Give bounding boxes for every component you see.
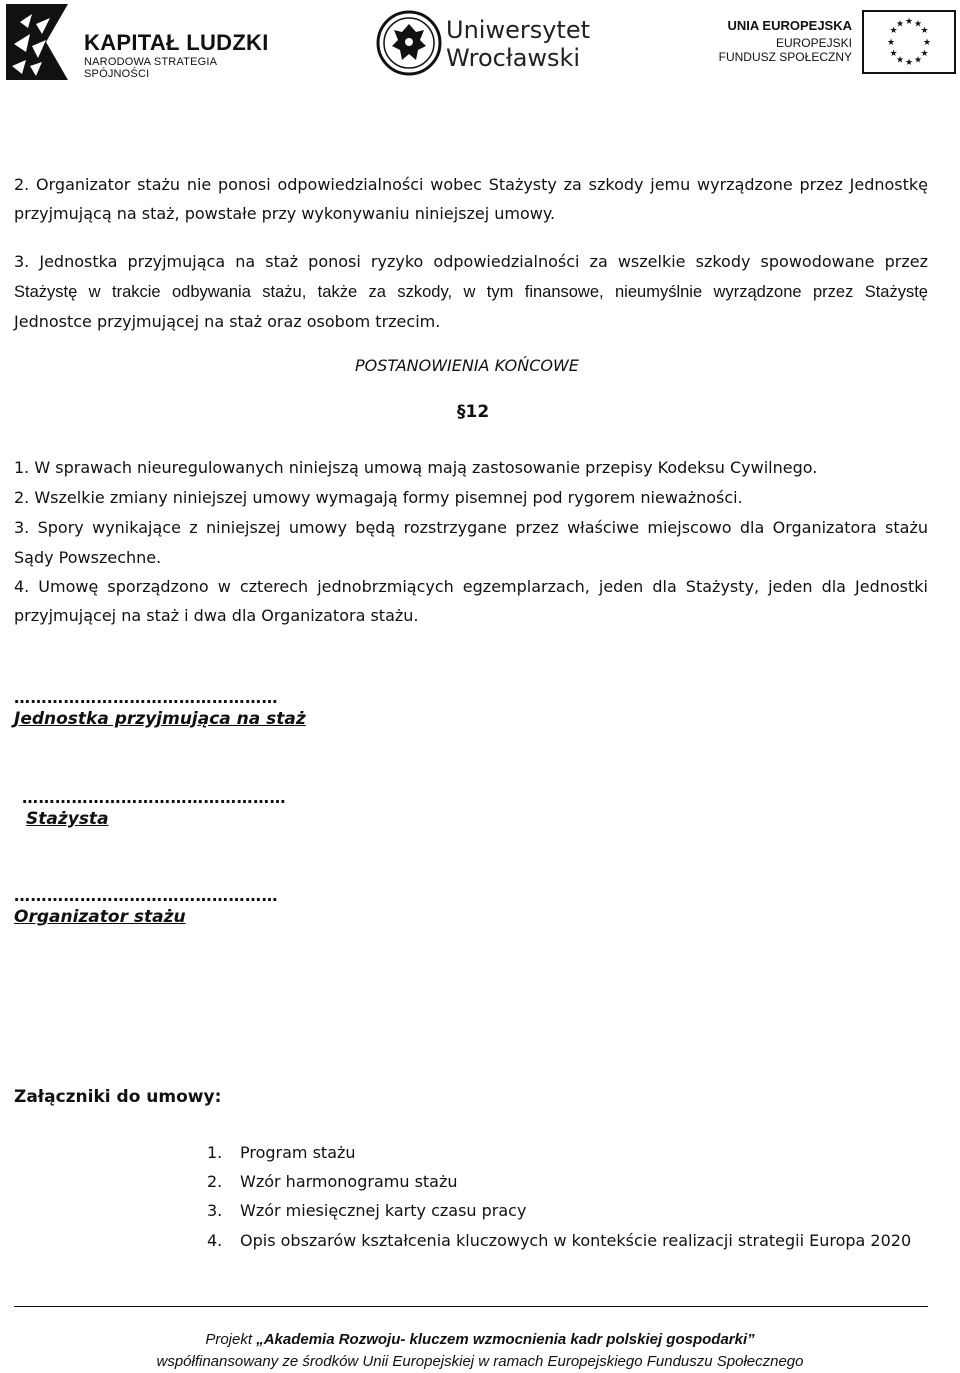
attachment-text: Wzór harmonogramu stażu: [240, 1172, 458, 1191]
attachment-number: 3.: [207, 1201, 223, 1220]
eu-line1: UNIA EUROPEJSKA: [727, 18, 852, 33]
svg-text:★: ★: [904, 17, 914, 27]
attachment-item: [207, 1199, 526, 1223]
university-seal-icon: [376, 10, 442, 76]
svg-text:★: ★: [920, 49, 929, 59]
header: [0, 0, 960, 90]
paragraph-2-line-2: przyjmującą na staż, powstałe przy wykonywaniu niniejszej umowy.: [14, 204, 556, 223]
provision-3-line-2: Sądy Powszechne.: [14, 548, 162, 567]
attachment-text: Program stażu: [240, 1143, 356, 1162]
provision-3-line-1: 3. Spory wynikające z niniejszej umowy będą rozstrzygane przez właściwe miejscowo dla Organizatora stażu: [14, 518, 928, 537]
footer-project-prefix: Projekt: [205, 1331, 257, 1348]
signature-label: Jednostka przyjmująca na staż: [14, 709, 306, 729]
section-heading: POSTANOWIENIA KOŃCOWE: [355, 356, 579, 375]
footer-project-line: [0, 1331, 960, 1348]
attachments-heading: Załączniki do umowy:: [14, 1087, 222, 1107]
signature-label: Stażysta: [26, 809, 109, 829]
uni-line1: Uniwersytet: [446, 16, 590, 44]
footer-project-title: „Akademia Rozwoju- kluczem wzmocnienia kadr polskiej gospodarki”: [256, 1331, 755, 1348]
footer-cofinancing-line: współfinansowany ze środków Unii Europejskiej w ramach Europejskiego Funduszu Społecznego: [156, 1353, 804, 1370]
signature-line: …………………………………………: [14, 688, 278, 707]
signature-line: …………………………………………: [14, 886, 278, 905]
paragraph-3-line-1: 3. Jednostka przyjmująca na staż ponosi ryzyko odpowiedzialności za wszelkie szkody spowodowane przez: [14, 252, 928, 271]
svg-text:★: ★: [889, 26, 898, 36]
provision-2: 2. Wszelkie zmiany niniejszej umowy wymagają formy pisemnej pod rygorem nieważności.: [14, 488, 743, 507]
paragraph-sign: §12: [457, 402, 490, 422]
kl-subtitle: NARODOWA STRATEGIA SPÓJNOŚCI: [84, 56, 217, 80]
signature-block-organizator: [14, 886, 278, 927]
attachment-number: 1.: [207, 1143, 223, 1162]
provision-4-line-2: przyjmującej na staż i dwa dla Organizatora stażu.: [14, 606, 419, 625]
paragraph-3-line-2: Stażystę w trakcie odbywania stażu, także za szkody, w tym finansowe, nieumyślnie wyrządzone przez Stażystę: [14, 283, 928, 301]
signature-label: Organizator stażu: [14, 907, 186, 927]
svg-text:★: ★: [895, 19, 905, 30]
kapital-ludzki-logo: [6, 4, 276, 80]
eu-line2: EUROPEJSKI: [775, 36, 852, 50]
uniwersytet-wroclawski-logo: [376, 10, 596, 80]
svg-text:★: ★: [913, 55, 923, 66]
eu-line3: FUNDUSZ SPOŁECZNY: [718, 50, 852, 64]
paragraph-2-line-1: 2. Organizator stażu nie ponosi odpowiedzialności wobec Stażysty za szkody jemu wyrządzone przez Jednostkę: [14, 175, 928, 194]
svg-text:★: ★: [895, 55, 905, 66]
uni-line2: Wrocławski: [446, 44, 581, 72]
svg-text:★: ★: [886, 38, 896, 48]
signature-block-jednostka: [14, 688, 306, 729]
attachment-text: Wzór miesięcznej karty czasu pracy: [240, 1201, 527, 1220]
svg-text:★: ★: [913, 19, 923, 30]
attachment-number: 2.: [207, 1172, 223, 1191]
footer-divider: [14, 1306, 928, 1307]
svg-text:★: ★: [904, 58, 914, 68]
eu-logo: [720, 10, 958, 76]
svg-text:★: ★: [920, 26, 929, 36]
attachment-text: Opis obszarów kształcenia kluczowych w kontekście realizacji strategii Europa 2020: [240, 1231, 912, 1250]
provision-1: 1. W sprawach nieuregulowanych niniejszą umową mają zastosowanie przepisy Kodeksu Cywilnego.: [14, 458, 818, 477]
signature-line: …………………………………………: [22, 788, 286, 807]
attachment-item: [207, 1141, 356, 1165]
attachment-item: [207, 1229, 911, 1253]
signature-block-stazysta: [22, 788, 286, 829]
paragraph-3-line-3: Jednostce przyjmującej na staż oraz osobom trzecim.: [14, 312, 441, 331]
provision-4-line-1: 4. Umowę sporządzono w czterech jednobrzmiących egzemplarzach, jeden dla Stażysty, jeden dla Jednostki: [14, 577, 928, 596]
svg-text:★: ★: [922, 38, 932, 48]
eu-flag-icon: [862, 10, 956, 74]
attachment-item: [207, 1170, 458, 1194]
attachment-number: 4.: [207, 1231, 223, 1250]
kl-title: KAPITAŁ LUDZKI: [84, 30, 269, 55]
kapital-ludzki-emblem-icon: [6, 4, 76, 80]
svg-text:★: ★: [889, 49, 898, 59]
